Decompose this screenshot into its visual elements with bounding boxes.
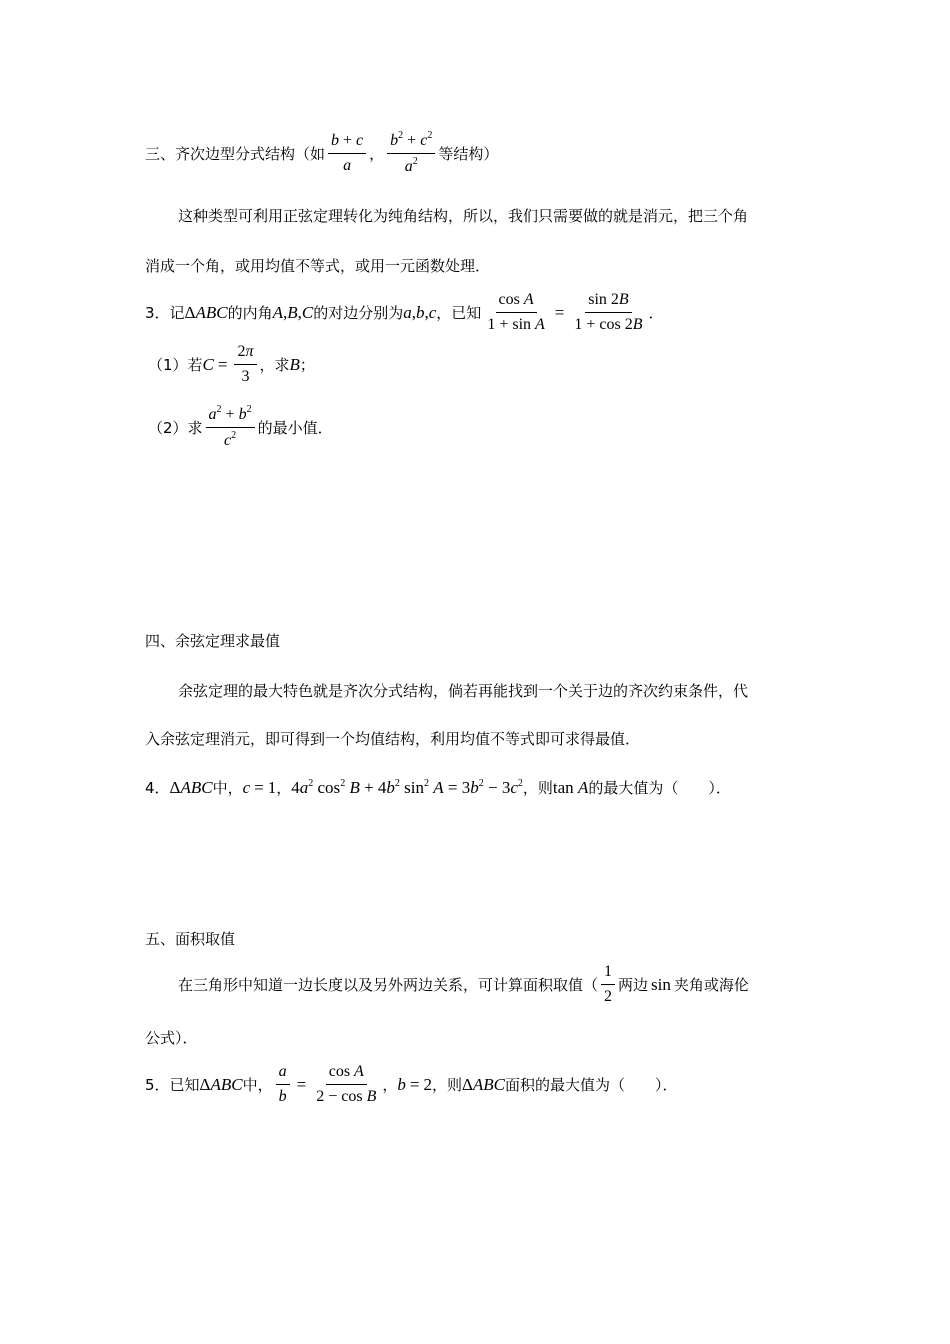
fraction-b-plus-c-over-a: $\frac{b + c}{a}$ bbox=[328, 131, 366, 176]
problem3-statement: 3．记 Δ ABC 的内角 A , B , C 的对边分别为 a , b , c ，已知 $\frac{\text{cos A}}{\text{1 + sin A}}$ = $\frac{\sin 2B}{1 + \cos 2B}$ ． bbox=[145, 291, 664, 333]
section3-title: 三、齐次边型分式结构（如 $\frac{b + c}{a}$ ， $\frac{b^2 + c^2}{a^2}$ 等结构） bbox=[145, 130, 499, 175]
section4-paragraph-line1: 余弦定理的最大特色就是齐次分式结构，倘若再能找到一个关于边的齐次约束条件，代 bbox=[178, 682, 749, 700]
problem4-statement: 4． Δ ABC 中， c = 1 ， $4a^2$ $\cos^2 B + 4b^2$ $\sin^2 A = 3b^2 - 3c^2$ ，则 tan A 的最大值为（ ）． bbox=[145, 777, 731, 797]
section3-paragraph-line1: 这种类型可利用正弦定理转化为纯角结构，所以，我们只需要做的就是消元，把三个角 bbox=[178, 207, 749, 225]
fraction-one-half: $\frac{1}{2}$ bbox=[601, 962, 615, 1007]
problem4-equation: $4a^2$ $\cos^2 B + 4b^2$ $\sin^2 A = 3b^2 - 3c^2$ bbox=[291, 777, 523, 797]
fraction-b2-plus-c2-over-a2: $\frac{b^2 + c^2}{a^2}$ bbox=[387, 130, 435, 177]
section5-paragraph-line1: 在三角形中知道一边长度以及另外两边关系，可计算面积取值（ $\frac{1}{2}$ 两边 sin 夹角或海伦 bbox=[178, 963, 749, 1005]
section4-title: 四、余弦定理求最值 bbox=[145, 632, 281, 650]
problem5-statement: 5．已知 Δ ABC 中， $\frac{a}{b}$ = $\frac{\text{cos A}}{\text{2 − cos B}}$ ， b = 2 ，则 Δ ABC 面积的最大值为（ ）． bbox=[145, 1063, 678, 1105]
fraction-2pi-over-3: $\frac{2\pi}{3}$ bbox=[234, 342, 256, 387]
section5-paragraph-line2: 公式）． bbox=[145, 1029, 198, 1047]
problem3-part1: （1）若 C = $\frac{2\pi}{3}$ ，求 B ； bbox=[148, 343, 315, 385]
fraction-sin2B-over-1-plus-cos2B: $\frac{\sin 2B}{1 + \cos 2B}$ bbox=[574, 291, 643, 333]
fraction-cosA-over-1-plus-sinA: $\frac{\text{cos A}}{\text{1 + sin A}}$ bbox=[487, 291, 545, 333]
fraction-a2-plus-b2-over-c2: $\frac{a^2 + b^2}{c^2}$ bbox=[206, 404, 255, 451]
fraction-a-over-b: $\frac{a}{b}$ bbox=[276, 1062, 290, 1107]
section4-paragraph-line2: 入余弦定理消元，即可得到一个均值结构，利用均值不等式即可求得最值． bbox=[145, 730, 641, 748]
fraction-cosA-over-2-minus-cosB: $\frac{\text{cos A}}{\text{2 − cos B}}$ bbox=[316, 1063, 377, 1105]
problem3-part2: （2）求 $\frac{a^2 + b^2}{c^2}$ 的最小值． bbox=[148, 404, 333, 449]
section5-title: 五、面积取值 bbox=[145, 930, 236, 948]
section3-paragraph-line2: 消成一个角，或用均值不等式，或用一元函数处理． bbox=[145, 257, 491, 275]
